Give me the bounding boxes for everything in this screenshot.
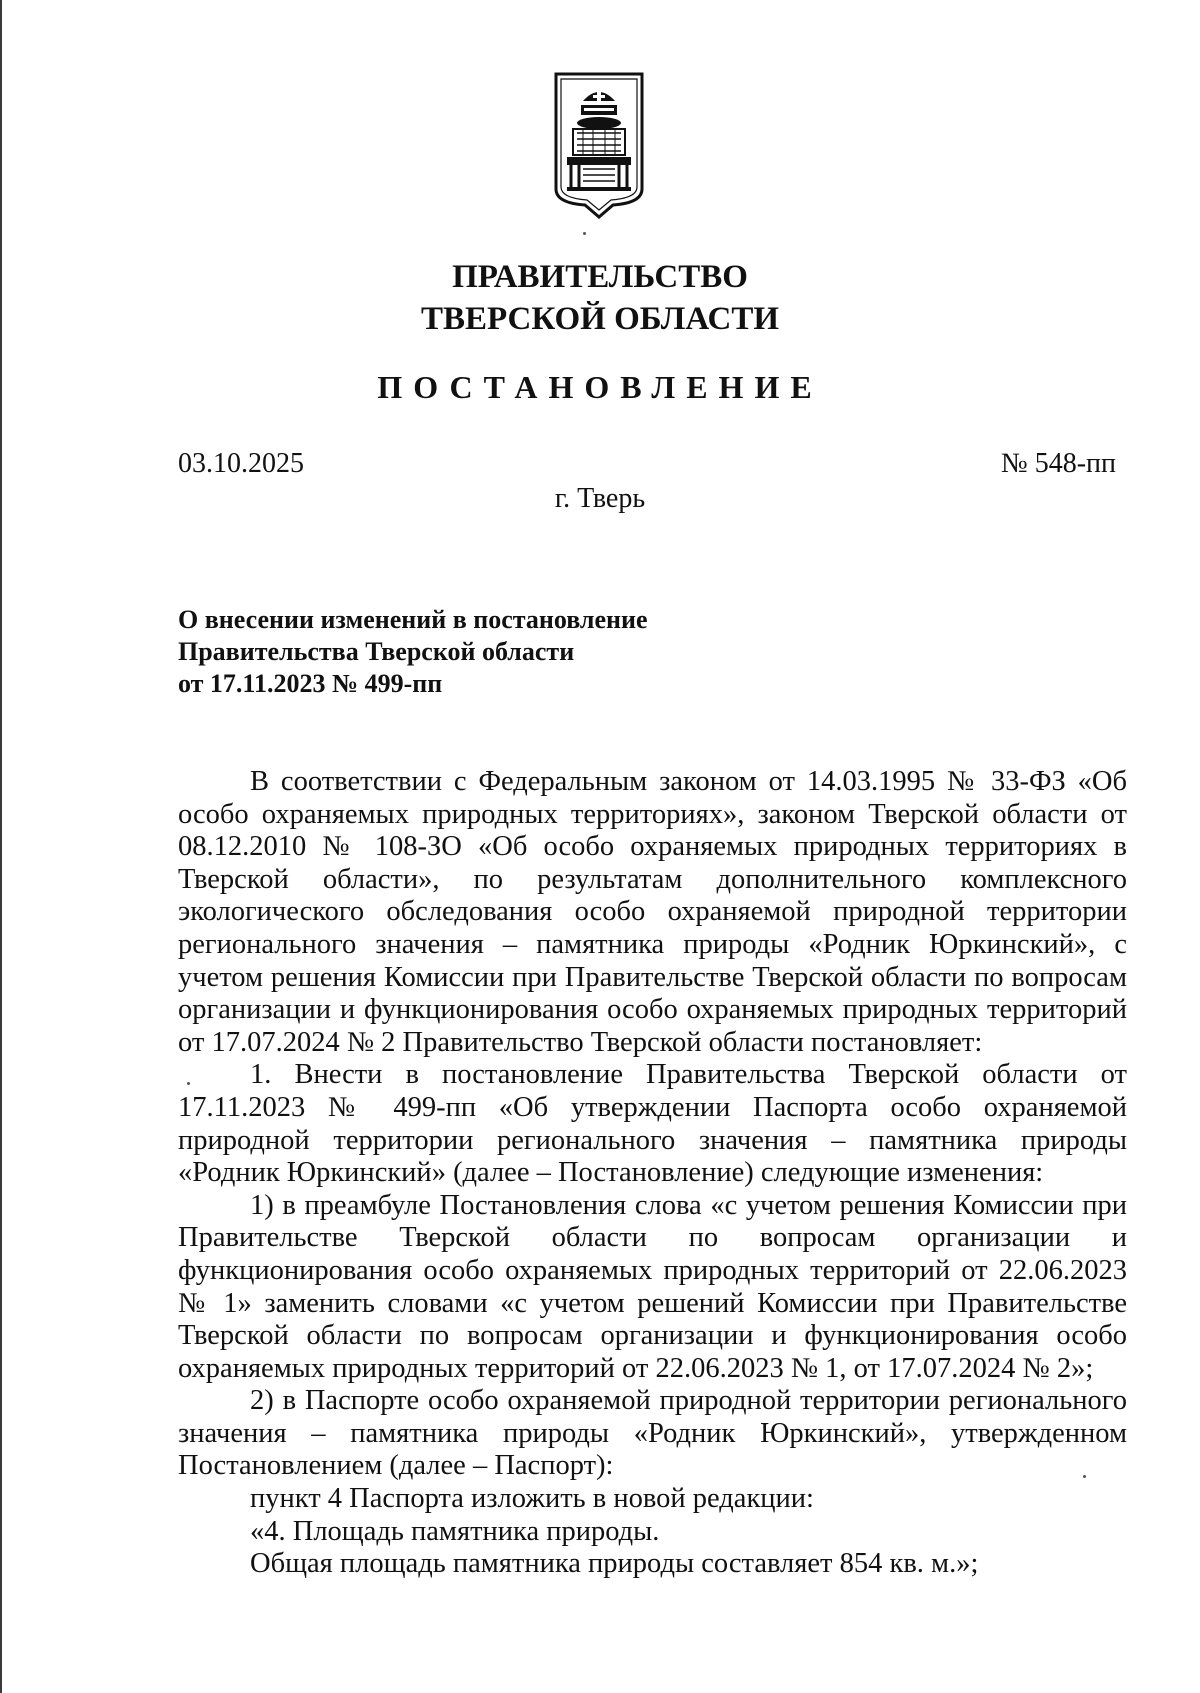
document-number: № 548-пп [1000,448,1116,479]
scan-speck [187,1082,190,1085]
coat-of-arms-icon [553,71,645,219]
scan-edge [0,0,2,1693]
document-city: г. Тверь [554,483,646,514]
scan-speck [1083,1475,1086,1478]
document-date: 03.10.2025 [178,448,304,479]
organization-name [0,256,1200,340]
organization-name-line-2: ТВЕРСКОЙ ОБЛАСТИ [420,301,780,337]
body-paragraph: 1. Внести в постановление Правительства Тверской области от 17.11.2023 № 499-пп «Об утверждении Паспорта особо охраняемой природной территории регионального значения – памятника природы «Родник Юркинский» (далее – Постановление) следующие изменения: [178,1059,1127,1189]
document-body [178,766,1127,1581]
document-type: ПОСТАНОВЛЕНИЕ [377,369,823,405]
body-paragraph: Общая площадь памятника природы составляет 854 кв. м.»; [250,1548,979,1580]
subject-line-1: О внесении изменений в постановление [178,605,648,634]
body-paragraph: В соответствии с Федеральным законом от 14.03.1995 № 33-ФЗ «Об особо охраняемых природных территориях», законом Тверской области от 08.12.2010 № 108-ЗО «Об особо охраняемых природных территориях в Тверской области», по результатам дополнительного комплексного экологического обследования особо охраняемой природной территории регионального значения – памятника природы «Родник Юркинский», с учетом решения Комиссии при Правительстве Тверской области по вопросам организации и функционирования особо охраняемых природных территорий от 17.07.2024 № 2 Правительство Тверской области постановляет: [178,766,1127,1058]
document-subject [178,604,878,700]
subject-line-3: от 17.11.2023 № 499-пп [178,669,443,698]
body-paragraph: 1) в преамбуле Постановления слова «с учетом решения Комиссии при Правительстве Тверской области по вопросам организации и функционирования особо охраняемых природных территорий от 22.06.2023 № 1» заменить словами «с учетом решений Комиссии при Правительстве Тверской области по вопросам организации и функционирования особо охраняемых природных территорий от 22.06.2023 № 1, от 17.07.2024 № 2»; [178,1189,1127,1384]
body-paragraph: пункт 4 Паспорта изложить в новой редакции: [250,1483,814,1515]
subject-line-2: Правительства Тверской области [178,637,575,666]
body-paragraph: 2) в Паспорте особо охраняемой природной территории регионального значения – памятника природы «Родник Юркинский», утвержденном Постановлением (далее – Паспорт): [178,1385,1127,1482]
scan-speck [583,232,586,235]
organization-name-line-1: ПРАВИТЕЛЬСТВО [452,259,748,295]
body-paragraph: «4. Площадь памятника природы. [250,1515,660,1547]
